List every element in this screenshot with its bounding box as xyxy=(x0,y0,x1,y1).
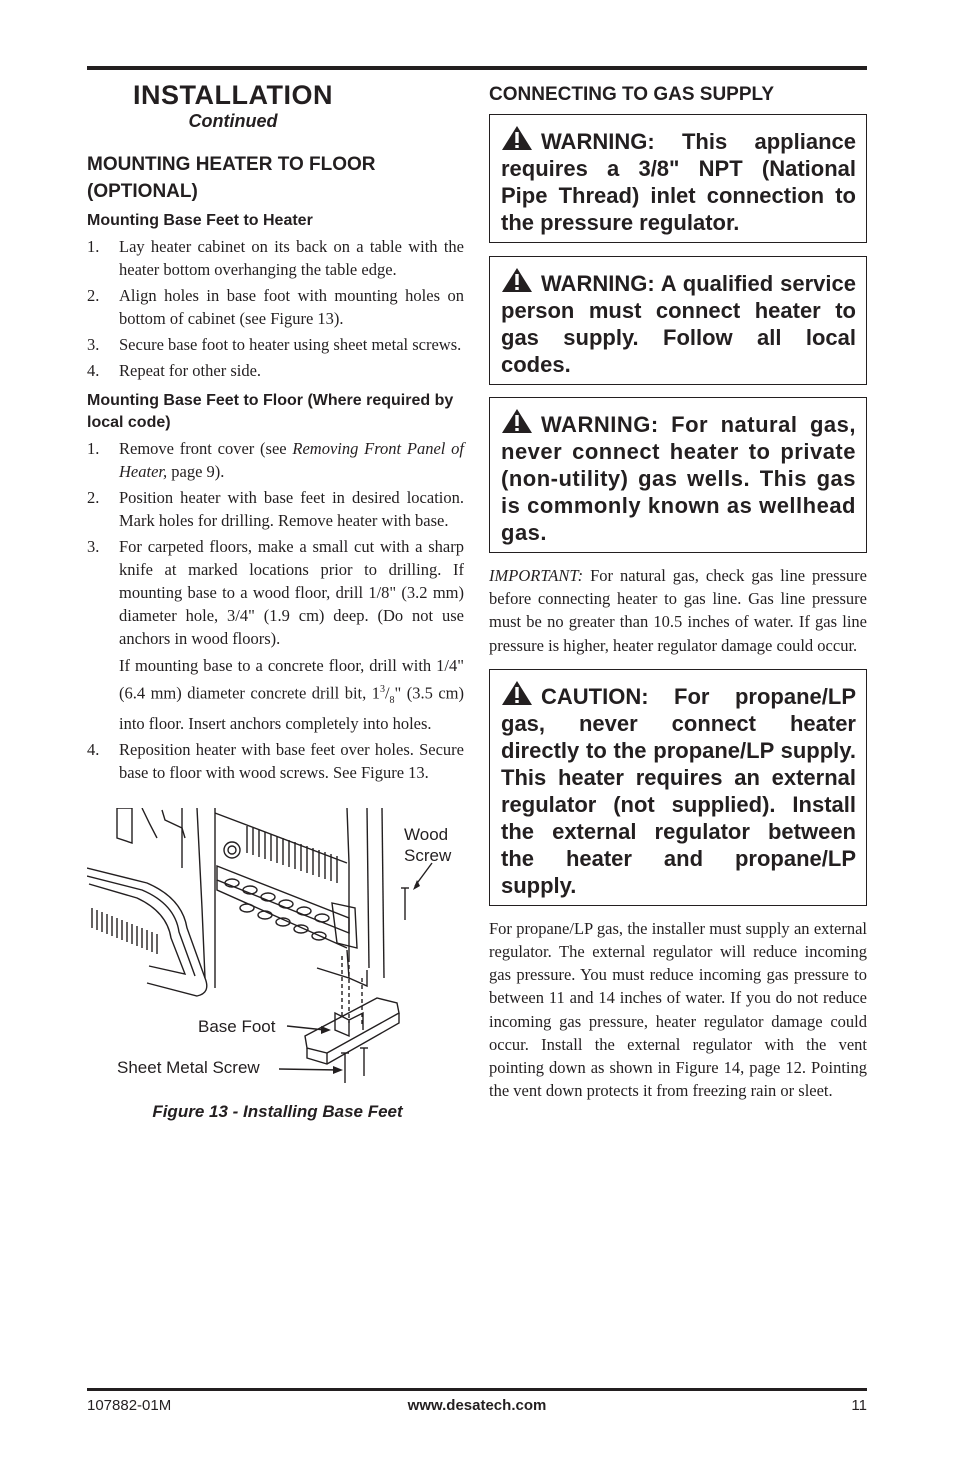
floor-steps-continued xyxy=(87,738,464,784)
warning-box-qualified: WARNING: A qualified service person must connect heater to gas supply. Follow all local codes. xyxy=(489,256,867,385)
label-sheet-metal-screw: Sheet Metal Screw xyxy=(117,1058,260,1078)
list-item: 2. Align holes in base foot with mounting holes on bottom of cabinet (see Figure 13). xyxy=(87,286,464,328)
important-paragraph: IMPORTANT: For natural gas, check gas line pressure before connecting heater to gas line. Gas line pressure must be no greater than 10.5 inches of water. If gas line pressure is higher, heater regulator damage could occur. xyxy=(489,566,867,655)
bottom-rule xyxy=(87,1388,867,1391)
sub-heading-heater: Mounting Base Feet to Heater xyxy=(87,212,313,229)
footer xyxy=(87,1397,867,1419)
list-item: 4. Reposition heater with base feet over holes. Secure base to floor with wood screws. See Figure 13. xyxy=(87,740,464,783)
website-link[interactable]: www.desatech.com xyxy=(407,1397,547,1414)
warning-box-wellhead: WARNING: For natural gas, never connect heater to private (non-utility) gas wells. This gas is commonly known as wellhead gas. xyxy=(489,397,867,553)
warning-box-npt: WARNING: This appliance requires a 3/8" NPT (National Pipe Thread) inlet connection to the pressure regulator. xyxy=(489,114,867,243)
list-item: 1. Lay heater cabinet on its back on a table with the heater bottom overhanging the table edge. xyxy=(87,237,464,279)
label-wood: Wood xyxy=(404,825,449,845)
warning-icon xyxy=(501,125,533,151)
warning-icon xyxy=(501,680,533,706)
mounting-heading: MOUNTING HEATER TO FLOOR (OPTIONAL) xyxy=(87,154,376,202)
page-number: 11 xyxy=(851,1397,867,1414)
left-column xyxy=(87,80,464,1122)
list-item: 2. Position heater with base feet in desired location. Mark holes for drilling. Remove heater with base. xyxy=(87,488,464,530)
figure-caption: Figure 13 - Installing Base Feet xyxy=(152,1102,403,1122)
warning-icon xyxy=(501,408,533,434)
list-item: 3. Secure base foot to heater using sheet metal screws. xyxy=(87,335,462,354)
label-screw: Screw xyxy=(404,846,452,866)
gas-supply-heading: CONNECTING TO GAS SUPPLY xyxy=(489,84,775,105)
heater-steps xyxy=(87,235,464,382)
right-column xyxy=(489,80,867,1102)
concrete-paragraph: If mounting base to a concrete floor, drill with 1/4" (6.4 mm) diameter concrete drill bit, $1^3/_8$" (3.5 cm) into floor. Insert anchors completely into holes. xyxy=(119,656,464,733)
sub-heading-floor: Mounting Base Feet to Floor (Where required by local code) xyxy=(87,392,454,431)
label-base-foot: Base Foot xyxy=(198,1017,276,1037)
warning-icon xyxy=(501,267,533,293)
propane-paragraph: For propane/LP gas, the installer must supply an external regulator. The external regulator will reduce incoming gas pressure. You must reduce incoming gas pressure to between 11 and 14 inches of water. If you do not reduce incoming gas pressure, heater regulator damage could occur. Install the external regulator with the vent pointing down as shown in Figure 14, page 12. Pointing the vent down protects it from freezing rain or sleet. xyxy=(489,918,867,1101)
list-item: 3. For carpeted floors, make a small cut with a sharp knife at marked locations prior to drilling. If mounting base to a wood floor, drill 1/8" (3.2 mm) diameter hole, 3/4" (1.9 cm) deep. (Do not use anchors in wood floors). xyxy=(87,537,464,648)
list-item: 1. Remove front cover (see Removing Front Panel of Heater, page 9). xyxy=(87,439,464,481)
doc-number: 107882-01M xyxy=(87,1397,172,1414)
floor-steps xyxy=(87,437,464,650)
caution-box-propane: CAUTION: For propane/LP gas, never connect heater directly to the propane/LP supply. This heater requires an external regulator (not supplied). Install the external regulator between the heater and propane/LP supply. xyxy=(489,669,867,906)
figure-13 xyxy=(87,808,464,1098)
list-item: 4. Repeat for other side. xyxy=(87,361,262,380)
continued-label: Continued xyxy=(188,111,278,131)
section-title: INSTALLATION xyxy=(133,80,333,110)
top-rule xyxy=(87,66,867,70)
